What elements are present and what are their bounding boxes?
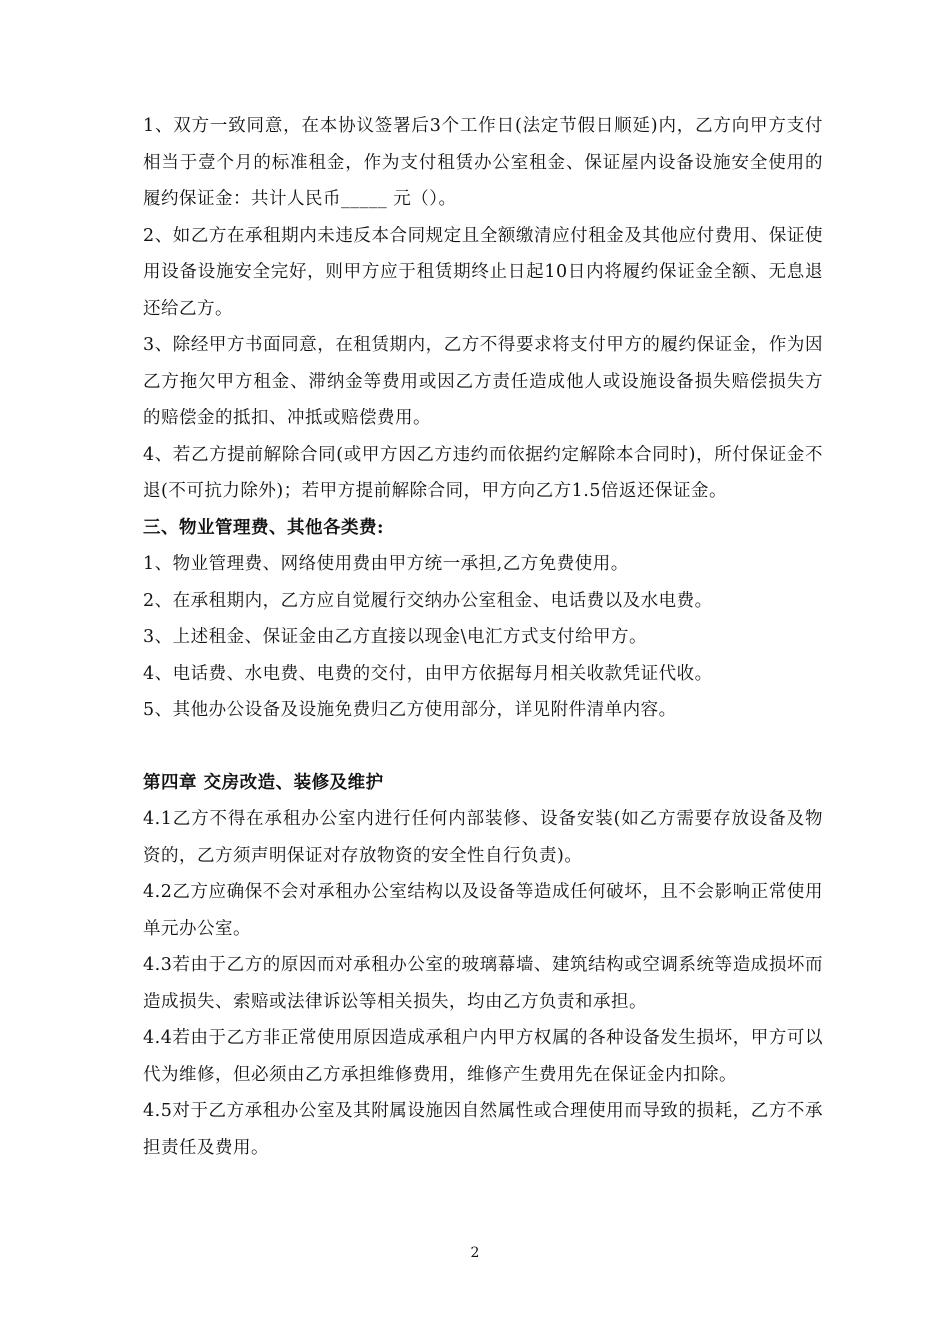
deposit-clause-2: 2、如乙方在承租期内未违反本合同规定且全额缴清应付租金及其他应付费用、保证使用设备设施安全完好，则甲方应于租赁期终止日起10日内将履约保证金全额、无息退还给乙方。	[143, 225, 823, 319]
chapter-4-heading: 第四章 交房改造、装修及维护	[143, 772, 384, 793]
deposit-clause-3: 3、除经甲方书面同意，在租赁期内，乙方不得要求将支付甲方的履约保证金，作为因乙方拖欠甲方租金、滞纳金等费用或因乙方责任造成他人或设施设备损失赔偿损失方的赔偿金的抵扣、冲抵或赔偿费用。	[143, 335, 823, 428]
page-number: 2	[470, 1245, 480, 1261]
clause-4-3: 4.3若由于乙方的原因而对承租办公室的玻璃幕墙、建筑结构或空调系统等造成损坏而造成损失、索赔或法律诉讼等相关损失，均由乙方负责和承担。	[143, 955, 823, 1012]
clause-4-4: 4.4若由于乙方非正常使用原因造成承租户内甲方权属的各种设备发生损坏，甲方可以代为维修，但必须由乙方承担维修费用，维修产生费用先在保证金内扣除。	[143, 1028, 823, 1085]
section-spacer	[143, 729, 823, 765]
fee-item-2: 2、在承租期内，乙方应自觉履行交纳办公室租金、电话费以及水电费。	[143, 590, 713, 611]
fee-item-1: 1、物业管理费、网络使用费由甲方统一承担,乙方免费使用。	[143, 554, 629, 574]
fee-item-3: 3、上述租金、保证金由乙方直接以现金\电汇方式支付给甲方。	[143, 627, 648, 647]
deposit-clause-1: 1、双方一致同意，在本协议签署后3个工作日(法定节假日顺延)内，乙方向甲方支付相当于壹个月的标准租金，作为支付租赁办公室租金、保证屋内设备设施安全使用的履约保证金：共计人民币_____ 元（）。	[143, 116, 823, 209]
clause-4-1: 4.1乙方不得在承租办公室内进行任何内部装修、设备安装(如乙方需要存放设备及物资的，乙方须声明保证对存放物资的安全性自行负责)。	[143, 809, 823, 866]
fee-item-5: 5、其他办公设备及设施免费归乙方使用部分，详见附件清单内容。	[143, 700, 677, 720]
clause-4-2: 4.2乙方应确保不会对承租办公室结构以及设备等造成任何破坏，且不会影响正常使用单元办公室。	[143, 882, 823, 939]
document-body	[143, 108, 823, 1166]
clause-4-5: 4.5对于乙方承租办公室及其附属设施因自然属性或合理使用而导致的损耗，乙方不承担责任及费用。	[143, 1101, 823, 1158]
fee-item-4: 4、电话费、水电费、电费的交付，由甲方依据每月相关收款凭证代收。	[143, 663, 713, 684]
section-3-heading: 三、物业管理费、其他各类费:	[143, 517, 384, 538]
deposit-clause-4: 4、若乙方提前解除合同(或甲方因乙方违约而依据约定解除本合同时)，所付保证金不退(不可抗力除外)；若甲方提前解除合同，甲方向乙方1.5倍返还保证金。	[143, 444, 823, 501]
